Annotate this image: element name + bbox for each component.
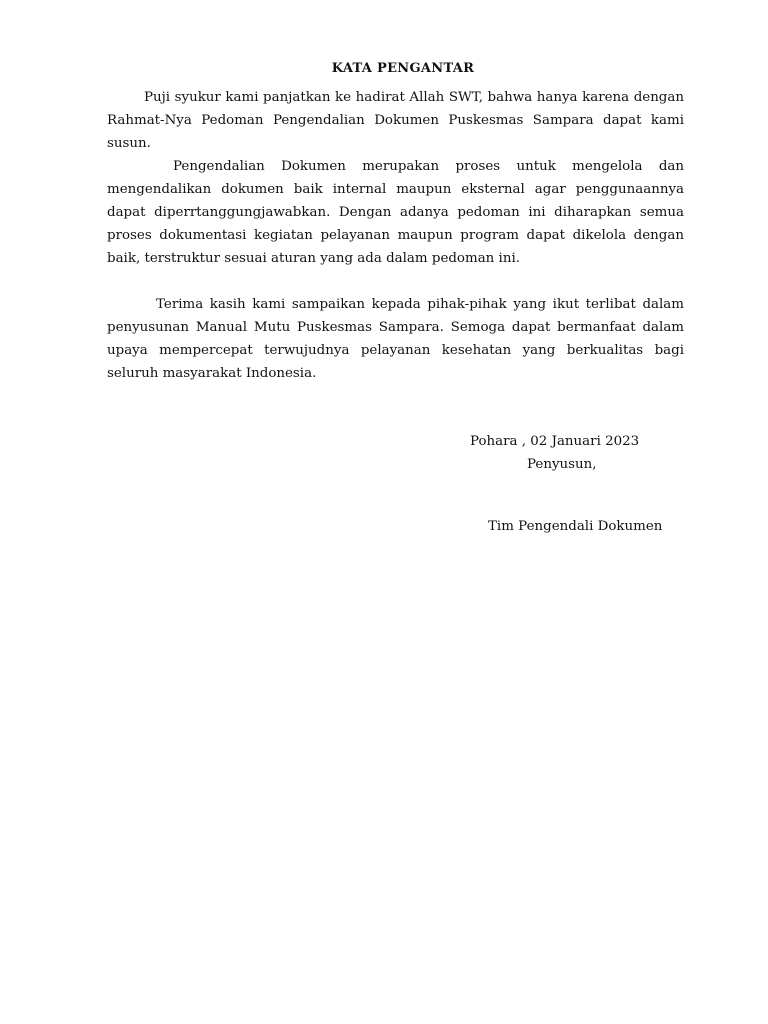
signature-place-date: Pohara , 02 Januari 2023 (470, 434, 640, 449)
signature-role: Penyusun, (527, 457, 597, 472)
paragraph-thanks: Terima kasih kami sampaikan kepada pihak-pihak yang ikut terlibat dalam penyusunan Manual Mutu Puskesmas Sampara. Semoga dapat bermanfaat dalam upaya mempercepat terwujudnya pelayanan kesehatan yang berkualitas bagi seluruh masyarakat Indonesia. (107, 297, 684, 381)
signature-team: Tim Pengendali Dokumen (488, 519, 663, 534)
document-title: KATA PENGANTAR (331, 61, 475, 76)
paragraph-opening: Puji syukur kami panjatkan ke hadirat Allah SWT, bahwa hanya karena dengan Rahmat-Nya Pedoman Pengendalian Dokumen Puskesmas Sampara dapat kami susun. (107, 90, 684, 151)
paragraph-purpose: Pengendalian Dokumen merupakan proses untuk mengelola dan mengendalikan dokumen baik internal maupun eksternal agar penggunaannya dapat diperrtanggungjawabkan. Dengan adanya pedoman ini diharapkan semua proses dokumentasi kegiatan pelayanan maupun program dapat dikelola dengan baik, terstruktur sesuai aturan yang ada dalam pedoman ini. (107, 159, 684, 266)
